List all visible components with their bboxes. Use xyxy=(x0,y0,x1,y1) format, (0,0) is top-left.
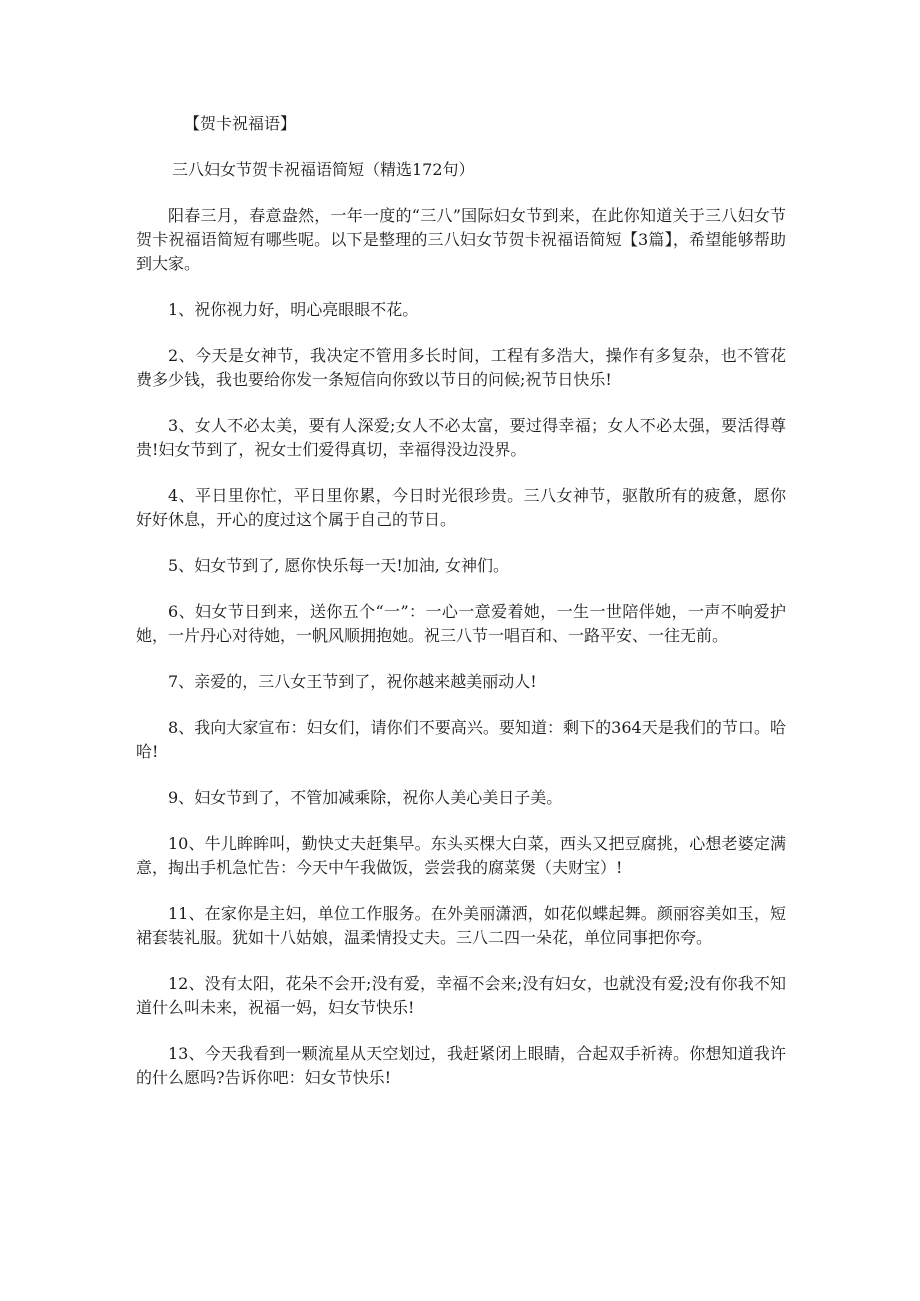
greeting-item-1 xyxy=(136,298,786,322)
item-number: 10、 xyxy=(168,834,205,853)
item-text: 妇女节到了, 愿你快乐每一天!加油, 女神们。 xyxy=(194,556,509,575)
greeting-item-8 xyxy=(136,716,786,764)
item-text: 在家你是主妇，单位工作服务。在外美丽潇洒，如花似蝶起舞。颜丽容美如玉，短裙套装礼服。犹如十八姑娘，温柔情投丈夫。三八二四一朵花，单位同事把你夸。 xyxy=(136,904,786,947)
item-text: 祝你视力好，明心亮眼眼不花。 xyxy=(194,300,419,319)
document-heading: 【贺卡祝福语】 xyxy=(184,114,297,133)
item-number: 2、 xyxy=(168,346,196,365)
item-number: 13、 xyxy=(168,1044,205,1063)
greeting-item-13 xyxy=(136,1042,786,1090)
greeting-item-3 xyxy=(136,414,786,462)
item-text: 我向大家宣布：妇女们，请你们不要高兴。要知道：剩下的364天是我们的节口。哈哈! xyxy=(136,718,786,761)
item-text: 妇女节到了，不管加减乘除，祝你人美心美日子美。 xyxy=(194,788,563,807)
greeting-item-9 xyxy=(136,786,786,810)
item-text: 亲爱的，三八女王节到了，祝你越来越美丽动人! xyxy=(194,672,537,691)
greeting-item-5 xyxy=(136,554,786,578)
item-number: 12、 xyxy=(168,974,205,993)
item-text: 平日里你忙，平日里你累，今日时光很珍贵。三八女神节，驱散所有的疲惫，愿你好好休息，开心的度过这个属于自己的节日。 xyxy=(136,486,786,529)
document-body xyxy=(136,204,786,1112)
greeting-item-6 xyxy=(136,600,786,648)
item-number: 3、 xyxy=(168,416,195,435)
greeting-item-7 xyxy=(136,670,786,694)
item-number: 9、 xyxy=(168,788,195,807)
greeting-item-12 xyxy=(136,972,786,1020)
item-text: 女人不必太美，要有人深爱;女人不必太富，要过得幸福；女人不必太强，要活得尊贵!妇女节到了，祝女士们爱得真切，幸福得没边没界。 xyxy=(136,416,786,459)
item-number: 11、 xyxy=(168,904,205,923)
greeting-item-10 xyxy=(136,832,786,880)
item-text: 今天我看到一颗流星从天空划过，我赶紧闭上眼睛，合起双手祈祷。你想知道我许的什么愿吗?告诉你吧：妇女节快乐! xyxy=(136,1044,786,1087)
document-subtitle: 三八妇女节贺卡祝福语简短（精选172句） xyxy=(172,160,475,179)
greeting-item-4 xyxy=(136,484,786,532)
item-text: 没有太阳，花朵不会开;没有爱，幸福不会来;没有妇女，也就没有爱;没有你我不知道什么叫未来，祝福一妈，妇女节快乐! xyxy=(136,974,786,1017)
item-text: 牛儿眸眸叫，勤快丈夫赶集早。东头买棵大白菜，西头又把豆腐挑，心想老婆定满意，掏出手机急忙告：今天中午我做饭，尝尝我的腐菜煲（夫财宝）! xyxy=(136,834,786,877)
item-number: 8、 xyxy=(168,718,195,737)
item-number: 4、 xyxy=(168,486,196,505)
item-number: 7、 xyxy=(168,672,195,691)
item-number: 1、 xyxy=(168,300,195,319)
greeting-item-2 xyxy=(136,344,786,392)
item-text: 妇女节日到来，送你五个“一”：一心一意爱着她，一生一世陪伴她，一声不响爱护她，一片丹心对待她，一帆风顺拥抱她。祝三八节一唱百和、一路平安、一往无前。 xyxy=(136,602,786,645)
item-number: 6、 xyxy=(168,602,195,621)
item-text: 今天是女神节，我决定不管用多长时间，工程有多浩大，操作有多复杂，也不管花费多少钱，我也要给你发一条短信向你致以节日的问候;祝节日快乐! xyxy=(136,346,786,389)
item-number: 5、 xyxy=(168,556,195,575)
intro-paragraph: 阳春三月，春意盎然，一年一度的“三八”国际妇女节到来，在此你知道关于三八妇女节贺卡祝福语简短有哪些呢。以下是整理的三八妇女节贺卡祝福语简短【3篇】，希望能够帮助到大家。 xyxy=(136,206,786,273)
greeting-item-11 xyxy=(136,902,786,950)
